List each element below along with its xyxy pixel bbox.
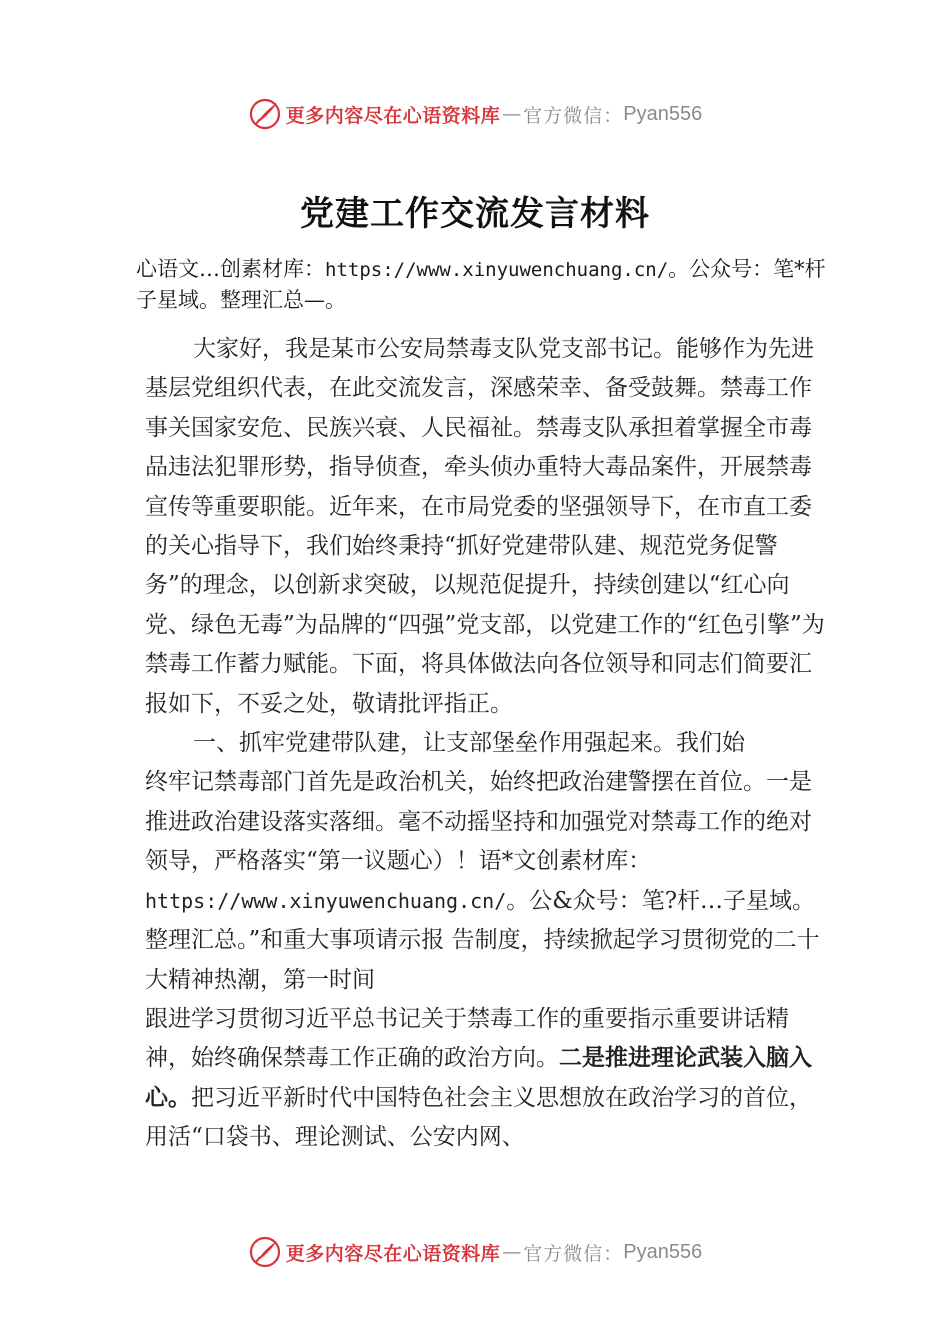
- source-prefix: 心语文…创素材库：: [136, 257, 325, 281]
- source-note: [136, 254, 836, 315]
- source-url: https://www.xinyuwenchuang.cn/: [325, 259, 669, 281]
- section1-text-c: 跟进学习贯彻习近平总书记关于禁毒工作的重要指示重要讲话精神，始终确保禁毒工作正确的政治方向。: [145, 1005, 789, 1072]
- banner-wechat-label: 官方微信：: [523, 1242, 624, 1265]
- quill-circle-icon: [248, 1235, 282, 1269]
- banner-separator: —: [502, 1241, 522, 1263]
- banner-wechat-label: 官方微信：: [523, 104, 624, 127]
- header-banner: [0, 94, 950, 134]
- document-title: 党建工作交流发言材料: [300, 194, 650, 234]
- banner-wechat-id: Pyan556: [623, 1240, 703, 1263]
- paragraph-intro: 大家好，我是某市公安局禁毒支队党支部书记。能够作为先进基层党组织代表，在此交流发言，深感荣幸、备受鼓舞。禁毒工作事关国家安危、民族兴衰、人民福祉。禁毒支队承担着掌握全市毒品违法犯罪形势，指导侦查，牵头侦办重特大毒品案件，开展禁毒宣传等重要职能。近年来，在市局党委的坚强领导下，在市直工委的关心指导下，我们始终秉持“抓好党建带队建、规范党务促警务”的理念，以创新求突破，以规范促提升，持续创建以“红心向党、绿色无毒”为品牌的“四强”党支部，以党建工作的“红色引擎”为禁毒工作蓄力赋能。下面，将具体做法向各位领导和同志们简要汇报如下，不妥之处，敬请批评指正。: [145, 336, 825, 717]
- document-body: [145, 330, 825, 1158]
- section1-heading-line: 一、抓牢党建带队建，让支部堡垒作用强起来。我们始: [193, 730, 745, 757]
- section1-paragraph: [145, 763, 825, 999]
- section1-text-b: 。公&众号：笔?杆…子星域。整理汇总。”和重大事项请示报 告制度，持续掀起学习贯彻党的二十大精神热潮，第一时间: [145, 887, 820, 993]
- section1-paragraph-cont: [145, 1000, 825, 1158]
- banner-brand: 更多内容尽在心语资料库: [285, 104, 501, 127]
- quill-circle-icon: [248, 97, 282, 131]
- banner-separator: —: [502, 103, 522, 125]
- section1-text-d: 把习近平新时代中国特色社会主义思想放在政治学习的首位，用活“口袋书、理论测试、公安内网、: [145, 1084, 812, 1151]
- source-suffix: 。公众号：笔*杆子星域。整理汇总—。: [136, 257, 826, 312]
- footer-banner: [0, 1232, 950, 1272]
- banner-wechat-id: Pyan556: [623, 102, 703, 125]
- banner-brand: 更多内容尽在心语资料库: [285, 1242, 501, 1265]
- section1-bold-point: 二是推进理论武装入脑入心。: [145, 1045, 812, 1111]
- section1-text-a: 终牢记禁毒部门首先是政治机关，始终把政治建警摆在首位。一是推进政治建设落实落细。毫不动摇坚持和加强党对禁毒工作的绝对领导，严格落实“第一议题心）！语*文创素材库：: [145, 769, 812, 875]
- section1-url: https://www.xinyuwenchuang.cn/: [145, 888, 507, 913]
